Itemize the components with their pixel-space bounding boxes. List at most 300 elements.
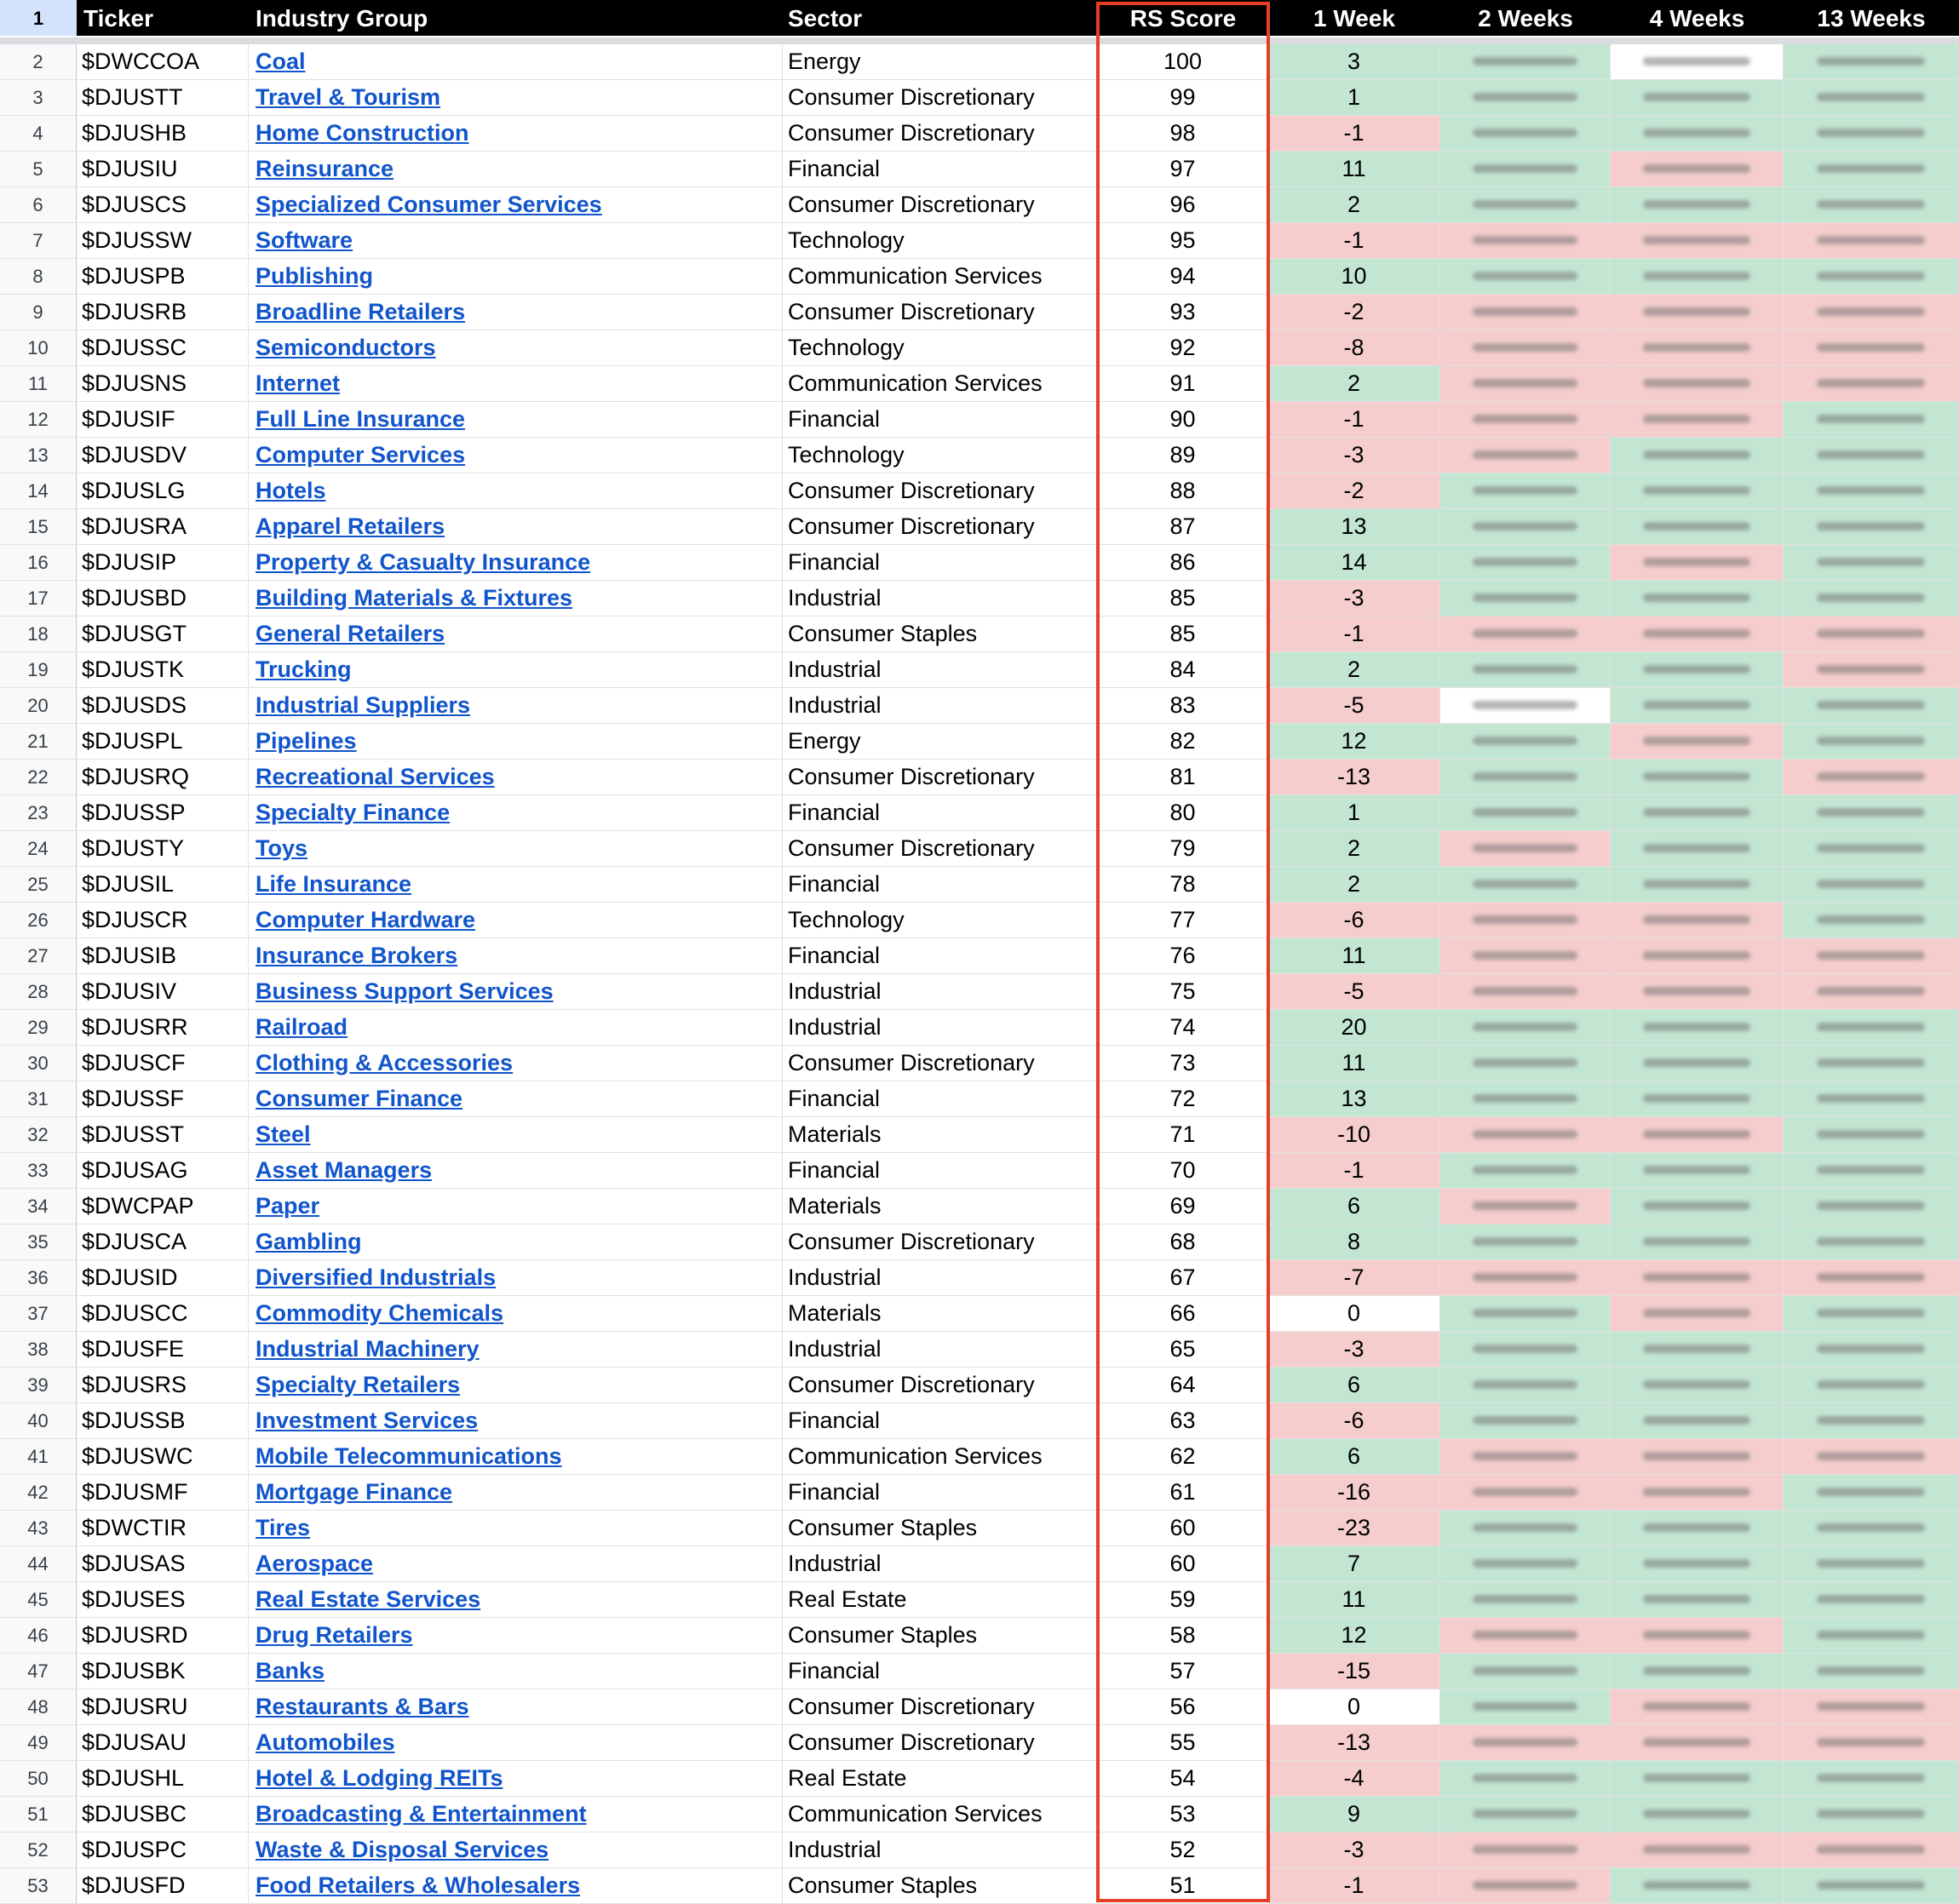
week-4-change-cell[interactable] bbox=[1611, 295, 1784, 330]
row-number[interactable]: 51 bbox=[0, 1797, 77, 1832]
table-row[interactable] bbox=[0, 652, 1959, 688]
week-4-change-cell[interactable] bbox=[1611, 1260, 1784, 1295]
ticker-cell[interactable]: $DJUSSW bbox=[77, 223, 249, 258]
industry-group-link[interactable] bbox=[249, 581, 783, 616]
week-2-change-cell[interactable] bbox=[1440, 1010, 1611, 1045]
sector-cell[interactable]: Consumer Discretionary bbox=[783, 760, 1098, 794]
week-13-change-cell[interactable] bbox=[1784, 867, 1959, 902]
week-13-change-cell[interactable] bbox=[1784, 1403, 1959, 1438]
week-1-change-cell[interactable]: -2 bbox=[1268, 473, 1440, 508]
ticker-cell[interactable]: $DJUSIL bbox=[77, 867, 249, 902]
week-13-change-cell[interactable] bbox=[1784, 1332, 1959, 1367]
week-2-change-cell[interactable] bbox=[1440, 1260, 1611, 1295]
week-13-change-cell[interactable] bbox=[1784, 259, 1959, 294]
rs-score-cell[interactable]: 55 bbox=[1098, 1725, 1268, 1760]
week-13-change-cell[interactable] bbox=[1784, 295, 1959, 330]
week-4-change-cell[interactable] bbox=[1611, 1153, 1784, 1188]
sector-cell[interactable]: Technology bbox=[783, 903, 1098, 938]
week-13-change-cell[interactable] bbox=[1784, 1618, 1959, 1653]
industry-group-link-text[interactable]: General Retailers bbox=[256, 621, 445, 646]
industry-group-link-text[interactable]: Semiconductors bbox=[256, 335, 436, 360]
week-13-change-cell[interactable] bbox=[1784, 116, 1959, 151]
week-4-change-cell[interactable] bbox=[1611, 1654, 1784, 1689]
week-1-change-cell[interactable]: -7 bbox=[1268, 1260, 1440, 1295]
row-number[interactable]: 47 bbox=[0, 1654, 77, 1689]
table-row[interactable] bbox=[0, 223, 1959, 259]
week-1-change-cell[interactable]: -1 bbox=[1268, 402, 1440, 437]
table-row[interactable] bbox=[0, 1332, 1959, 1368]
industry-group-link-text[interactable]: Waste & Disposal Services bbox=[256, 1837, 549, 1862]
ticker-cell[interactable]: $DJUSGT bbox=[77, 617, 249, 651]
industry-group-link[interactable] bbox=[249, 1761, 783, 1796]
week-13-change-cell[interactable] bbox=[1784, 1546, 1959, 1581]
rs-score-cell[interactable]: 78 bbox=[1098, 867, 1268, 902]
week-4-change-cell[interactable] bbox=[1611, 1403, 1784, 1438]
sector-cell[interactable]: Consumer Discretionary bbox=[783, 1725, 1098, 1760]
ticker-cell[interactable]: $DJUSRS bbox=[77, 1368, 249, 1402]
week-2-change-cell[interactable] bbox=[1440, 688, 1611, 723]
week-2-change-cell[interactable] bbox=[1440, 1332, 1611, 1367]
week-13-change-cell[interactable] bbox=[1784, 1117, 1959, 1152]
rs-score-cell[interactable]: 63 bbox=[1098, 1403, 1268, 1438]
week-13-change-cell[interactable] bbox=[1784, 903, 1959, 938]
week-1-change-cell[interactable]: 11 bbox=[1268, 938, 1440, 973]
industry-group-link-text[interactable]: Banks bbox=[256, 1658, 325, 1683]
ticker-cell[interactable]: $DJUSPB bbox=[77, 259, 249, 294]
week-1-change-cell[interactable]: -13 bbox=[1268, 760, 1440, 794]
week-13-change-cell[interactable] bbox=[1784, 80, 1959, 115]
week-4-change-cell[interactable] bbox=[1611, 688, 1784, 723]
week-13-change-cell[interactable] bbox=[1784, 688, 1959, 723]
industry-group-link[interactable] bbox=[249, 867, 783, 902]
ticker-cell[interactable]: $DWCCOA bbox=[77, 44, 249, 79]
ticker-cell[interactable]: $DJUSSC bbox=[77, 330, 249, 365]
week-2-change-cell[interactable] bbox=[1440, 259, 1611, 294]
sector-cell[interactable]: Financial bbox=[783, 402, 1098, 437]
sector-cell[interactable]: Technology bbox=[783, 330, 1098, 365]
ticker-cell[interactable]: $DJUSCF bbox=[77, 1046, 249, 1081]
rs-score-cell[interactable]: 87 bbox=[1098, 509, 1268, 544]
industry-group-link-text[interactable]: Software bbox=[256, 227, 353, 253]
table-row[interactable] bbox=[0, 1046, 1959, 1081]
week-2-change-cell[interactable] bbox=[1440, 1618, 1611, 1653]
table-row[interactable] bbox=[0, 438, 1959, 473]
column-header-sector[interactable]: Sector bbox=[783, 0, 1098, 36]
industry-group-link[interactable] bbox=[249, 1511, 783, 1546]
table-row[interactable] bbox=[0, 1403, 1959, 1439]
table-row[interactable] bbox=[0, 581, 1959, 617]
industry-group-link-text[interactable]: Industrial Suppliers bbox=[256, 692, 471, 718]
rs-score-cell[interactable]: 75 bbox=[1098, 974, 1268, 1009]
sector-cell[interactable]: Consumer Staples bbox=[783, 617, 1098, 651]
table-row[interactable] bbox=[0, 867, 1959, 903]
week-4-change-cell[interactable] bbox=[1611, 509, 1784, 544]
sector-cell[interactable]: Financial bbox=[783, 1081, 1098, 1116]
week-2-change-cell[interactable] bbox=[1440, 831, 1611, 866]
table-row[interactable] bbox=[0, 1189, 1959, 1224]
week-1-change-cell[interactable]: -6 bbox=[1268, 1403, 1440, 1438]
week-1-change-cell[interactable]: 10 bbox=[1268, 259, 1440, 294]
industry-group-link[interactable] bbox=[249, 688, 783, 723]
ticker-cell[interactable]: $DJUSBK bbox=[77, 1654, 249, 1689]
week-13-change-cell[interactable] bbox=[1784, 1081, 1959, 1116]
week-4-change-cell[interactable] bbox=[1611, 1224, 1784, 1259]
industry-group-link[interactable] bbox=[249, 152, 783, 186]
table-row[interactable] bbox=[0, 1224, 1959, 1260]
ticker-cell[interactable]: $DJUSST bbox=[77, 1117, 249, 1152]
rs-score-cell[interactable]: 71 bbox=[1098, 1117, 1268, 1152]
rs-score-cell[interactable]: 74 bbox=[1098, 1010, 1268, 1045]
row-number[interactable]: 27 bbox=[0, 938, 77, 973]
row-number[interactable]: 46 bbox=[0, 1618, 77, 1653]
week-4-change-cell[interactable] bbox=[1611, 1725, 1784, 1760]
industry-group-link-text[interactable]: Business Support Services bbox=[256, 978, 554, 1004]
industry-group-link[interactable] bbox=[249, 402, 783, 437]
column-header-ticker[interactable]: Ticker bbox=[77, 0, 249, 36]
row-number[interactable]: 6 bbox=[0, 187, 77, 222]
week-4-change-cell[interactable] bbox=[1611, 903, 1784, 938]
rs-score-cell[interactable]: 100 bbox=[1098, 44, 1268, 79]
ticker-cell[interactable]: $DJUSPL bbox=[77, 724, 249, 759]
sector-cell[interactable]: Industrial bbox=[783, 688, 1098, 723]
row-number[interactable]: 10 bbox=[0, 330, 77, 365]
week-4-change-cell[interactable] bbox=[1611, 581, 1784, 616]
industry-group-link[interactable] bbox=[249, 473, 783, 508]
week-1-change-cell[interactable]: -5 bbox=[1268, 974, 1440, 1009]
ticker-cell[interactable]: $DJUSMF bbox=[77, 1475, 249, 1510]
week-2-change-cell[interactable] bbox=[1440, 974, 1611, 1009]
industry-group-link-text[interactable]: Tires bbox=[256, 1515, 311, 1540]
industry-group-link[interactable] bbox=[249, 1010, 783, 1045]
ticker-cell[interactable]: $DJUSHB bbox=[77, 116, 249, 151]
week-2-change-cell[interactable] bbox=[1440, 295, 1611, 330]
ticker-cell[interactable]: $DJUSPC bbox=[77, 1832, 249, 1867]
ticker-cell[interactable]: $DJUSIP bbox=[77, 545, 249, 580]
table-row[interactable] bbox=[0, 1582, 1959, 1618]
industry-group-link[interactable] bbox=[249, 187, 783, 222]
row-number[interactable]: 15 bbox=[0, 509, 77, 544]
week-1-change-cell[interactable]: 3 bbox=[1268, 44, 1440, 79]
industry-group-link-text[interactable]: Hotels bbox=[256, 478, 326, 503]
week-1-change-cell[interactable]: 2 bbox=[1268, 867, 1440, 902]
week-13-change-cell[interactable] bbox=[1784, 1010, 1959, 1045]
table-row[interactable] bbox=[0, 116, 1959, 152]
week-4-change-cell[interactable] bbox=[1611, 1618, 1784, 1653]
industry-group-link-text[interactable]: Life Insurance bbox=[256, 871, 412, 897]
week-13-change-cell[interactable] bbox=[1784, 581, 1959, 616]
table-row[interactable] bbox=[0, 760, 1959, 795]
table-row[interactable] bbox=[0, 402, 1959, 438]
industry-group-link-text[interactable]: Broadcasting & Entertainment bbox=[256, 1801, 587, 1827]
rs-score-cell[interactable]: 88 bbox=[1098, 473, 1268, 508]
week-1-change-cell[interactable]: -6 bbox=[1268, 903, 1440, 938]
week-4-change-cell[interactable] bbox=[1611, 1189, 1784, 1224]
week-4-change-cell[interactable] bbox=[1611, 867, 1784, 902]
rs-score-cell[interactable]: 51 bbox=[1098, 1868, 1268, 1903]
week-4-change-cell[interactable] bbox=[1611, 545, 1784, 580]
rs-score-cell[interactable]: 60 bbox=[1098, 1511, 1268, 1546]
week-1-change-cell[interactable]: 13 bbox=[1268, 509, 1440, 544]
sector-cell[interactable]: Materials bbox=[783, 1117, 1098, 1152]
industry-group-link[interactable] bbox=[249, 617, 783, 651]
week-4-change-cell[interactable] bbox=[1611, 44, 1784, 79]
industry-group-link[interactable] bbox=[249, 724, 783, 759]
ticker-cell[interactable]: $DJUSRD bbox=[77, 1618, 249, 1653]
week-4-change-cell[interactable] bbox=[1611, 1546, 1784, 1581]
industry-group-link[interactable] bbox=[249, 1046, 783, 1081]
week-4-change-cell[interactable] bbox=[1611, 1832, 1784, 1867]
week-1-change-cell[interactable]: -8 bbox=[1268, 330, 1440, 365]
rs-score-cell[interactable]: 72 bbox=[1098, 1081, 1268, 1116]
table-row[interactable] bbox=[0, 1689, 1959, 1725]
week-13-change-cell[interactable] bbox=[1784, 438, 1959, 473]
week-4-change-cell[interactable] bbox=[1611, 1475, 1784, 1510]
industry-group-link-text[interactable]: Broadline Retailers bbox=[256, 299, 466, 324]
week-1-change-cell[interactable]: -3 bbox=[1268, 581, 1440, 616]
week-1-change-cell[interactable]: 6 bbox=[1268, 1189, 1440, 1224]
week-4-change-cell[interactable] bbox=[1611, 80, 1784, 115]
week-1-change-cell[interactable]: 12 bbox=[1268, 1618, 1440, 1653]
week-13-change-cell[interactable] bbox=[1784, 330, 1959, 365]
ticker-cell[interactable]: $DJUSIB bbox=[77, 938, 249, 973]
table-row[interactable] bbox=[0, 1117, 1959, 1153]
week-13-change-cell[interactable] bbox=[1784, 44, 1959, 79]
week-2-change-cell[interactable] bbox=[1440, 223, 1611, 258]
week-1-change-cell[interactable]: -3 bbox=[1268, 1332, 1440, 1367]
industry-group-link[interactable] bbox=[249, 938, 783, 973]
week-1-change-cell[interactable]: 8 bbox=[1268, 1224, 1440, 1259]
week-1-change-cell[interactable]: -3 bbox=[1268, 438, 1440, 473]
sector-cell[interactable]: Real Estate bbox=[783, 1761, 1098, 1796]
industry-group-link[interactable] bbox=[249, 1797, 783, 1832]
ticker-cell[interactable]: $DJUSFD bbox=[77, 1868, 249, 1903]
row-number[interactable]: 50 bbox=[0, 1761, 77, 1796]
rs-score-cell[interactable]: 86 bbox=[1098, 545, 1268, 580]
week-1-change-cell[interactable]: -4 bbox=[1268, 1761, 1440, 1796]
industry-group-link-text[interactable]: Paper bbox=[256, 1193, 320, 1219]
sector-cell[interactable]: Financial bbox=[783, 795, 1098, 830]
industry-group-link[interactable] bbox=[249, 1582, 783, 1617]
week-2-change-cell[interactable] bbox=[1440, 1582, 1611, 1617]
rs-score-cell[interactable]: 53 bbox=[1098, 1797, 1268, 1832]
table-row[interactable] bbox=[0, 1296, 1959, 1332]
week-2-change-cell[interactable] bbox=[1440, 473, 1611, 508]
week-4-change-cell[interactable] bbox=[1611, 116, 1784, 151]
week-2-change-cell[interactable] bbox=[1440, 187, 1611, 222]
week-4-change-cell[interactable] bbox=[1611, 473, 1784, 508]
row-number[interactable]: 33 bbox=[0, 1153, 77, 1188]
week-2-change-cell[interactable] bbox=[1440, 44, 1611, 79]
ticker-cell[interactable]: $DJUSAS bbox=[77, 1546, 249, 1581]
table-row[interactable] bbox=[0, 152, 1959, 187]
week-1-change-cell[interactable]: 9 bbox=[1268, 1797, 1440, 1832]
week-4-change-cell[interactable] bbox=[1611, 652, 1784, 687]
week-4-change-cell[interactable] bbox=[1611, 1511, 1784, 1546]
rs-score-cell[interactable]: 85 bbox=[1098, 617, 1268, 651]
row-number[interactable]: 23 bbox=[0, 795, 77, 830]
column-header-industry-group[interactable]: Industry Group bbox=[249, 0, 783, 36]
sector-cell[interactable]: Financial bbox=[783, 1403, 1098, 1438]
week-4-change-cell[interactable] bbox=[1611, 1046, 1784, 1081]
industry-group-link[interactable] bbox=[249, 1689, 783, 1724]
table-row[interactable] bbox=[0, 795, 1959, 831]
industry-group-link-text[interactable]: Gambling bbox=[256, 1229, 362, 1254]
sector-cell[interactable]: Consumer Staples bbox=[783, 1618, 1098, 1653]
row-number-header[interactable]: 1 bbox=[0, 0, 77, 36]
industry-group-link-text[interactable]: Specialized Consumer Services bbox=[256, 192, 602, 217]
industry-group-link-text[interactable]: Property & Casualty Insurance bbox=[256, 549, 591, 575]
industry-group-link[interactable] bbox=[249, 116, 783, 151]
table-row[interactable] bbox=[0, 1439, 1959, 1475]
table-row[interactable] bbox=[0, 1511, 1959, 1546]
week-1-change-cell[interactable]: -1 bbox=[1268, 1153, 1440, 1188]
industry-group-link-text[interactable]: Real Estate Services bbox=[256, 1586, 481, 1612]
industry-group-link[interactable] bbox=[249, 1725, 783, 1760]
row-number[interactable]: 9 bbox=[0, 295, 77, 330]
sector-cell[interactable]: Consumer Discretionary bbox=[783, 509, 1098, 544]
table-row[interactable] bbox=[0, 1797, 1959, 1832]
week-1-change-cell[interactable]: 12 bbox=[1268, 724, 1440, 759]
week-1-change-cell[interactable]: 0 bbox=[1268, 1689, 1440, 1724]
industry-group-link[interactable] bbox=[249, 223, 783, 258]
table-row[interactable] bbox=[0, 80, 1959, 116]
sector-cell[interactable]: Consumer Staples bbox=[783, 1511, 1098, 1546]
column-header-rs-score[interactable]: RS Score bbox=[1098, 0, 1268, 36]
rs-score-cell[interactable]: 85 bbox=[1098, 581, 1268, 616]
week-1-change-cell[interactable]: -10 bbox=[1268, 1117, 1440, 1152]
sector-cell[interactable]: Technology bbox=[783, 438, 1098, 473]
table-row[interactable] bbox=[0, 330, 1959, 366]
table-row[interactable] bbox=[0, 1725, 1959, 1761]
week-1-change-cell[interactable]: 11 bbox=[1268, 152, 1440, 186]
industry-group-link[interactable] bbox=[249, 80, 783, 115]
rs-score-cell[interactable]: 65 bbox=[1098, 1332, 1268, 1367]
sector-cell[interactable]: Industrial bbox=[783, 974, 1098, 1009]
sector-cell[interactable]: Materials bbox=[783, 1296, 1098, 1331]
week-2-change-cell[interactable] bbox=[1440, 1439, 1611, 1474]
week-13-change-cell[interactable] bbox=[1784, 1189, 1959, 1224]
week-4-change-cell[interactable] bbox=[1611, 187, 1784, 222]
table-row[interactable] bbox=[0, 1654, 1959, 1689]
week-13-change-cell[interactable] bbox=[1784, 366, 1959, 401]
row-number[interactable]: 52 bbox=[0, 1832, 77, 1867]
week-4-change-cell[interactable] bbox=[1611, 1368, 1784, 1402]
column-header-1-week[interactable]: 1 Week bbox=[1268, 0, 1440, 36]
industry-group-link[interactable] bbox=[249, 760, 783, 794]
industry-group-link[interactable] bbox=[249, 295, 783, 330]
week-1-change-cell[interactable]: -15 bbox=[1268, 1654, 1440, 1689]
ticker-cell[interactable]: $DJUSID bbox=[77, 1260, 249, 1295]
industry-group-link[interactable] bbox=[249, 1189, 783, 1224]
industry-group-link-text[interactable]: Railroad bbox=[256, 1014, 348, 1040]
industry-group-link-text[interactable]: Pipelines bbox=[256, 728, 357, 754]
industry-group-link[interactable] bbox=[249, 652, 783, 687]
industry-group-link[interactable] bbox=[249, 1654, 783, 1689]
week-2-change-cell[interactable] bbox=[1440, 1832, 1611, 1867]
row-number[interactable]: 11 bbox=[0, 366, 77, 401]
sector-cell[interactable]: Communication Services bbox=[783, 1797, 1098, 1832]
rs-score-cell[interactable]: 94 bbox=[1098, 259, 1268, 294]
sector-cell[interactable]: Consumer Discretionary bbox=[783, 1224, 1098, 1259]
industry-group-link[interactable] bbox=[249, 545, 783, 580]
table-row[interactable] bbox=[0, 1618, 1959, 1654]
rs-score-cell[interactable]: 96 bbox=[1098, 187, 1268, 222]
week-13-change-cell[interactable] bbox=[1784, 938, 1959, 973]
row-number[interactable]: 43 bbox=[0, 1511, 77, 1546]
sector-cell[interactable]: Consumer Discretionary bbox=[783, 1689, 1098, 1724]
week-2-change-cell[interactable] bbox=[1440, 795, 1611, 830]
industry-group-link[interactable] bbox=[249, 44, 783, 79]
rs-score-cell[interactable]: 95 bbox=[1098, 223, 1268, 258]
industry-group-link-text[interactable]: Food Retailers & Wholesalers bbox=[256, 1872, 581, 1898]
industry-group-link-text[interactable]: Computer Services bbox=[256, 442, 466, 467]
ticker-cell[interactable]: $DJUSRQ bbox=[77, 760, 249, 794]
industry-group-link-text[interactable]: Travel & Tourism bbox=[256, 84, 441, 110]
rs-score-cell[interactable]: 62 bbox=[1098, 1439, 1268, 1474]
week-13-change-cell[interactable] bbox=[1784, 402, 1959, 437]
week-13-change-cell[interactable] bbox=[1784, 1368, 1959, 1402]
week-13-change-cell[interactable] bbox=[1784, 1153, 1959, 1188]
row-number[interactable]: 17 bbox=[0, 581, 77, 616]
column-header-13-weeks[interactable]: 13 Weeks bbox=[1784, 0, 1959, 36]
industry-group-link-text[interactable]: Asset Managers bbox=[256, 1157, 433, 1183]
sector-cell[interactable]: Financial bbox=[783, 1153, 1098, 1188]
week-13-change-cell[interactable] bbox=[1784, 1689, 1959, 1724]
rs-score-cell[interactable]: 81 bbox=[1098, 760, 1268, 794]
industry-group-link-text[interactable]: Computer Hardware bbox=[256, 907, 476, 932]
week-13-change-cell[interactable] bbox=[1784, 1046, 1959, 1081]
row-number[interactable]: 18 bbox=[0, 617, 77, 651]
ticker-cell[interactable]: $DJUSIV bbox=[77, 974, 249, 1009]
week-13-change-cell[interactable] bbox=[1784, 1439, 1959, 1474]
week-4-change-cell[interactable] bbox=[1611, 366, 1784, 401]
sector-cell[interactable]: Consumer Discretionary bbox=[783, 1368, 1098, 1402]
rs-score-cell[interactable]: 56 bbox=[1098, 1689, 1268, 1724]
row-number[interactable]: 29 bbox=[0, 1010, 77, 1045]
row-number[interactable]: 5 bbox=[0, 152, 77, 186]
week-13-change-cell[interactable] bbox=[1784, 1725, 1959, 1760]
row-number[interactable]: 42 bbox=[0, 1475, 77, 1510]
week-2-change-cell[interactable] bbox=[1440, 1475, 1611, 1510]
rs-score-cell[interactable]: 84 bbox=[1098, 652, 1268, 687]
table-row[interactable] bbox=[0, 1153, 1959, 1189]
industry-group-link-text[interactable]: Internet bbox=[256, 370, 341, 396]
ticker-cell[interactable]: $DJUSBD bbox=[77, 581, 249, 616]
week-13-change-cell[interactable] bbox=[1784, 724, 1959, 759]
table-row[interactable] bbox=[0, 903, 1959, 938]
row-number[interactable]: 38 bbox=[0, 1332, 77, 1367]
week-1-change-cell[interactable]: 6 bbox=[1268, 1368, 1440, 1402]
week-1-change-cell[interactable]: 2 bbox=[1268, 831, 1440, 866]
ticker-cell[interactable]: $DJUSAG bbox=[77, 1153, 249, 1188]
ticker-cell[interactable]: $DJUSRA bbox=[77, 509, 249, 544]
row-number[interactable]: 32 bbox=[0, 1117, 77, 1152]
table-row[interactable] bbox=[0, 724, 1959, 760]
rs-score-cell[interactable]: 98 bbox=[1098, 116, 1268, 151]
week-13-change-cell[interactable] bbox=[1784, 1761, 1959, 1796]
industry-group-link[interactable] bbox=[249, 1153, 783, 1188]
table-row[interactable] bbox=[0, 509, 1959, 545]
industry-group-link[interactable] bbox=[249, 1296, 783, 1331]
rs-score-cell[interactable]: 79 bbox=[1098, 831, 1268, 866]
row-number[interactable]: 44 bbox=[0, 1546, 77, 1581]
ticker-cell[interactable]: $DJUSCC bbox=[77, 1296, 249, 1331]
sector-cell[interactable]: Communication Services bbox=[783, 259, 1098, 294]
industry-group-link[interactable] bbox=[249, 330, 783, 365]
rs-score-cell[interactable]: 89 bbox=[1098, 438, 1268, 473]
ticker-cell[interactable]: $DJUSSB bbox=[77, 1403, 249, 1438]
sector-cell[interactable]: Financial bbox=[783, 867, 1098, 902]
